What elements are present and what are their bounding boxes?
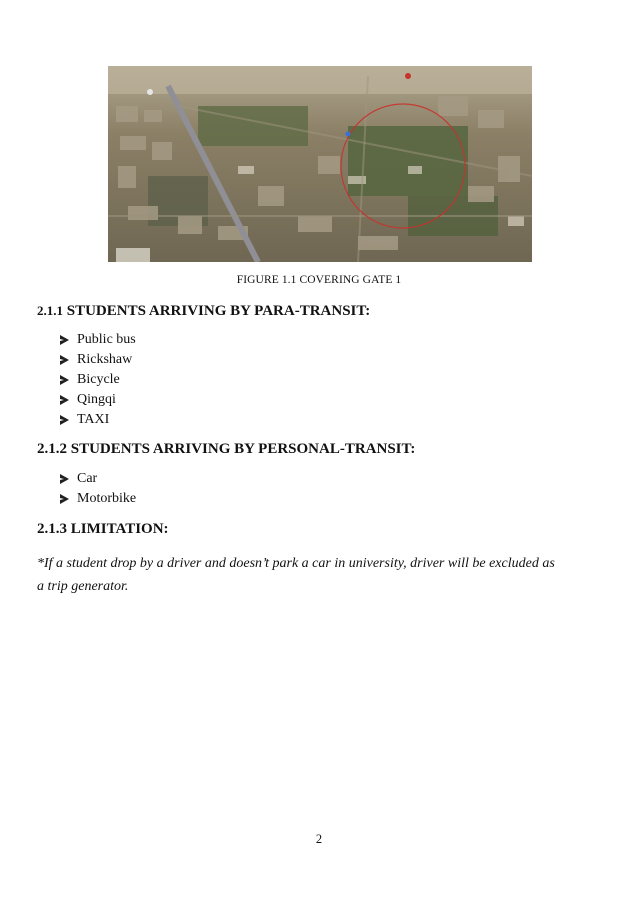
arrow-bullet-icon xyxy=(60,494,69,504)
arrow-bullet-icon xyxy=(60,355,69,365)
section-title: LIMITATION: xyxy=(70,521,169,537)
section-title: STUDENTS ARRIVING BY PERSONAL-TRANSIT: xyxy=(70,441,416,457)
figure-caption: FIGURE 1.1 COVERING GATE 1 xyxy=(236,274,402,286)
list-item-text: Car xyxy=(77,471,98,486)
list-item xyxy=(60,410,136,430)
personal-transit-list xyxy=(60,469,136,509)
section-title: STUDENTS ARRIVING BY PARA-TRANSIT: xyxy=(66,303,371,319)
list-item-text: Rickshaw xyxy=(77,352,133,367)
satellite-map-figure xyxy=(108,66,532,262)
para-transit-list xyxy=(60,330,136,430)
arrow-bullet-icon xyxy=(60,474,69,484)
list-item-text: TAXI xyxy=(77,412,110,427)
arrow-bullet-icon xyxy=(60,335,69,345)
list-item-text: Motorbike xyxy=(77,491,137,506)
list-item xyxy=(60,469,136,489)
list-item xyxy=(60,390,136,410)
arrow-bullet-icon xyxy=(60,415,69,425)
page-number: 2 xyxy=(315,832,323,846)
section-heading-limitation xyxy=(37,521,169,538)
limitation-note: *If a student drop by a driver and doesn’t park a car in university, driver will be excluded as a trip generator. xyxy=(37,556,555,594)
section-number: 2.1.3 xyxy=(37,521,67,537)
list-item xyxy=(60,350,136,370)
section-number: 2.1.2 xyxy=(37,441,67,457)
list-item xyxy=(60,330,136,350)
arrow-bullet-icon xyxy=(60,375,69,385)
list-item xyxy=(60,370,136,390)
arrow-bullet-icon xyxy=(60,395,69,405)
list-item-text: Public bus xyxy=(77,332,136,347)
list-item xyxy=(60,489,136,509)
list-item-text: Bicycle xyxy=(77,372,120,387)
section-heading-para-transit xyxy=(37,303,370,320)
list-item-text: Qingqi xyxy=(77,392,116,407)
section-heading-personal-transit xyxy=(37,441,415,458)
section-number: 2.1.1 xyxy=(37,303,63,318)
